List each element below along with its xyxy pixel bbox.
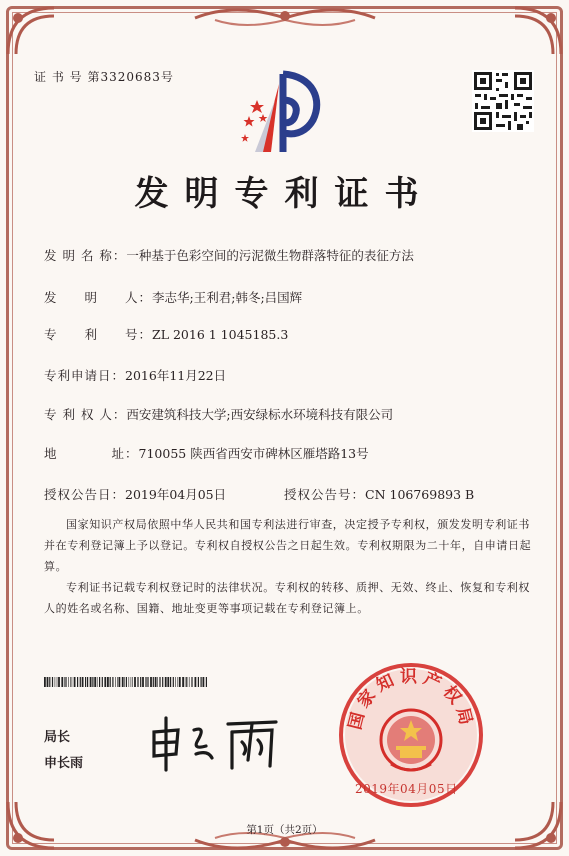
address-row (44, 444, 369, 462)
qr-code-icon (472, 70, 534, 132)
inventors-label: 发 明 人： (44, 290, 153, 305)
legal-status-paragraph: 专利证书记载专利权登记时的法律状况。专利权的转移、质押、无效、终止、恢复和专利权人的姓名或名称、国籍、地址变更等事项记载在专利登记簿上。 (44, 581, 530, 615)
grant-number-label: 授权公告号： (284, 487, 366, 502)
patent-number-value: ZL 2016 1 1045185.3 (152, 327, 289, 342)
address-value: 710055 陕西省西安市碑林区雁塔路13号 (138, 446, 369, 461)
top-ornament (185, 4, 385, 30)
svg-text:国家知识产权局: 国家知识产权局 (345, 667, 477, 732)
patentee-value: 西安建筑科技大学;西安绿标水环境科技有限公司 (126, 407, 394, 422)
grant-statement-paragraph: 国家知识产权局依照中华人民共和国专利法进行审查，决定授予专利权，颁发发明专利证书并在专利登记簿上予以登记。专利权自授权公告之日起生效。专利权期限为二十年，自申请日起算。 (44, 518, 532, 573)
grant-date-row (44, 485, 226, 503)
barcode-icon (44, 677, 208, 687)
invention-name-value: 一种基于色彩空间的污泥微生物群落特征的表征方法 (126, 248, 414, 263)
certificate-number: 证 书 号 第3320683号 (34, 70, 174, 84)
director-signature (148, 710, 288, 775)
address-label: 地 址： (44, 446, 139, 461)
invention-name-label: 发 明 名 称： (44, 248, 127, 263)
patentee-row (44, 405, 393, 423)
page-number: 第1页（共2页） (246, 824, 323, 836)
inventors-row (44, 288, 302, 306)
director-name: 申长雨 (44, 756, 84, 771)
patent-number-row (44, 325, 288, 343)
corner-ornament-tl (4, 4, 58, 58)
patent-number-label: 专 利 号： (44, 327, 153, 342)
grant-date-label: 授权公告日： (44, 487, 126, 502)
certificate-title: 发明专利证书 (134, 174, 435, 214)
cnipa-emblem-icon (235, 70, 325, 156)
application-date-value: 2016年11月22日 (125, 368, 227, 383)
director-title: 局长 (44, 730, 71, 745)
grant-number-row (284, 485, 474, 503)
application-date-row (44, 366, 226, 384)
invention-name-row (44, 246, 414, 264)
inventors-value: 李志华;王利君;韩冬;吕国辉 (152, 290, 303, 305)
grant-date-value: 2019年04月05日 (125, 487, 227, 502)
corner-ornament-tr (511, 4, 565, 58)
application-date-label: 专利申请日： (44, 368, 126, 383)
seal-date: 2019年04月05日 (355, 782, 458, 796)
grant-number-value: CN 106769893 B (365, 487, 475, 502)
patentee-label: 专 利 权 人： (44, 407, 127, 422)
